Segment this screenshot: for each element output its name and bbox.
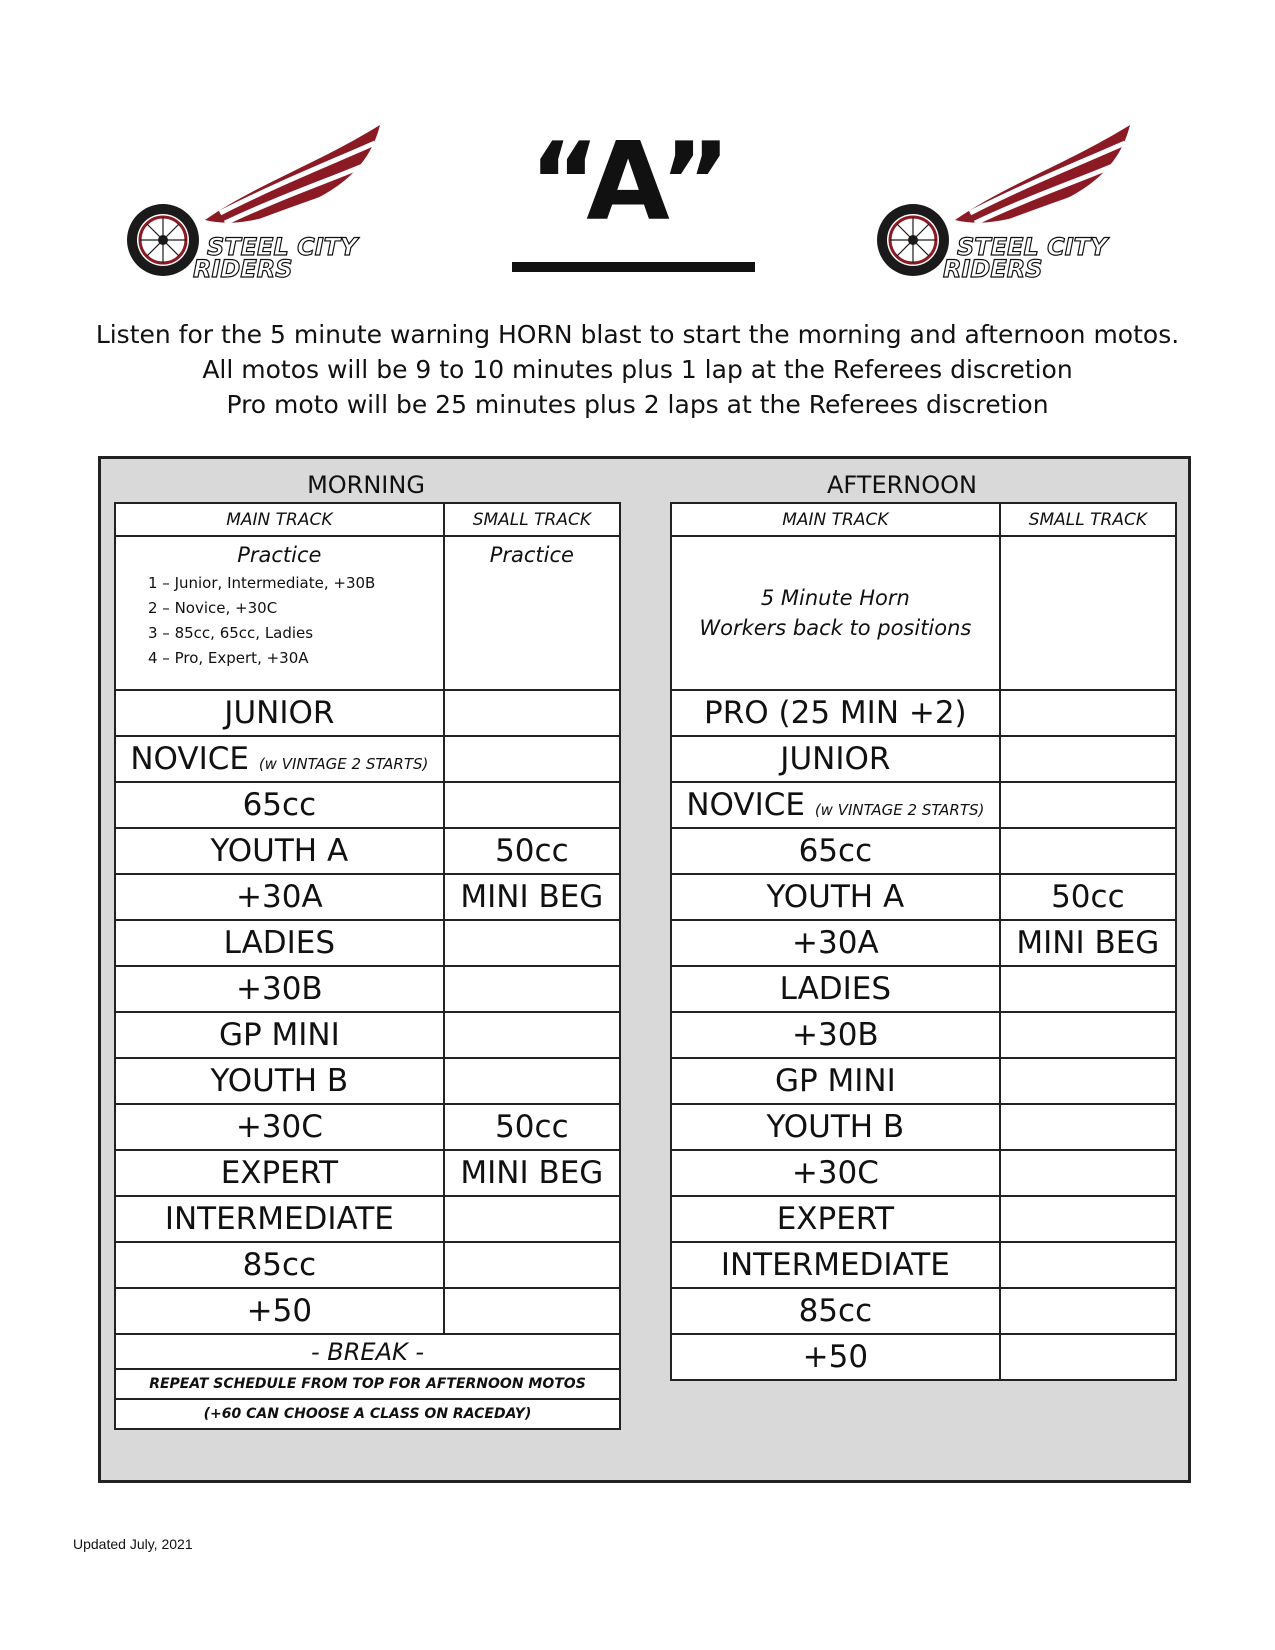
horn-line: 5 Minute Horn [760,586,910,610]
updated-date: Updated July, 2021 [73,1536,193,1552]
afternoon-schedule-table [670,502,1177,1381]
afternoon-rows [671,690,1176,1380]
class-name: 65cc [798,833,873,869]
main-track-class [115,1288,444,1334]
main-track-class [671,1012,1000,1058]
class-name: INTERMEDIATE [720,1247,950,1283]
small-track-class [1000,1196,1176,1242]
svg-text:RIDERS: RIDERS [943,255,1043,283]
small-track-class [1000,1288,1176,1334]
small-track-class [1000,782,1176,828]
practice-item: 1 – Junior, Intermediate, +30B [148,574,376,592]
small-track-class [444,736,620,782]
table-row [115,828,620,874]
main-track-class [115,1058,444,1104]
small-track-class [1000,736,1176,782]
main-track-class [115,690,444,736]
class-name: YOUTH B [766,1109,905,1145]
small-track-class: MINI BEG [1000,920,1176,966]
small-track-class [1000,828,1176,874]
class-name: LADIES [223,925,336,961]
table-row [671,782,1176,828]
small-track-class [444,1242,620,1288]
main-track-class [671,1334,1000,1380]
table-row [115,1058,620,1104]
table-row [115,690,620,736]
table-row [115,1104,620,1150]
class-name: GP MINI [774,1063,896,1099]
small-track-class: 50cc [1000,874,1176,920]
main-track-class [115,1242,444,1288]
main-track-class [671,1242,1000,1288]
table-row [115,920,620,966]
table-row [671,966,1176,1012]
class-name: +50 [802,1339,869,1375]
table-row [115,736,620,782]
table-row [671,1150,1176,1196]
table-row [671,1012,1176,1058]
table-row [671,1288,1176,1334]
morning-small-track-header: SMALL TRACK [444,503,620,536]
small-track-class [444,920,620,966]
break-label: - BREAK - [115,1334,620,1369]
intro-line-motos: All motos will be 9 to 10 minutes plus 1 lap at the Referees discretion [202,355,1073,384]
main-track-class [115,1196,444,1242]
table-row [671,920,1176,966]
table-row [671,828,1176,874]
main-track-class [671,782,1000,828]
main-track-class [115,782,444,828]
table-row [115,1288,620,1334]
main-track-class [671,828,1000,874]
table-row [671,1196,1176,1242]
steel-city-riders-logo-left [125,125,380,295]
small-track-class [444,1288,620,1334]
schedule-title: “A” [529,120,731,245]
plus-sixty-note: (+60 CAN CHOOSE A CLASS ON RACEDAY) [115,1399,620,1429]
afternoon-horn-cell [671,536,1000,690]
title-underline [512,262,755,272]
main-track-class [671,966,1000,1012]
small-track-class [1000,1334,1176,1380]
afternoon-small-track-header: SMALL TRACK [1000,503,1176,536]
schedule-panel [98,456,1191,1483]
logo-graphic [875,125,1130,295]
intro-line-horn: Listen for the 5 minute warning HORN blast to start the morning and afternoon motos. [95,320,1180,349]
practice-item: 2 – Novice, +30C [148,599,278,617]
morning-title: MORNING [307,471,425,499]
class-name: +30B [236,971,323,1007]
small-track-class [1000,690,1176,736]
small-track-class [444,1012,620,1058]
main-track-class [671,1288,1000,1334]
table-row [115,782,620,828]
practice-item: 4 – Pro, Expert, +30A [148,649,309,667]
main-track-class [671,690,1000,736]
class-name: +30A [792,925,879,961]
main-track-class [671,920,1000,966]
class-name: +30C [791,1155,879,1191]
class-name: EXPERT [220,1155,339,1191]
workers-line: Workers back to positions [699,616,972,640]
main-track-class [115,828,444,874]
morning-rows [115,690,620,1334]
steel-city-riders-logo-right [875,125,1130,295]
table-row [115,1196,620,1242]
class-name: EXPERT [776,1201,895,1237]
table-row [671,874,1176,920]
morning-main-track-header: MAIN TRACK [115,503,444,536]
main-track-class [115,736,444,782]
afternoon-small-empty [1000,536,1176,690]
class-name: PRO (25 MIN +2) [704,695,967,731]
practice-list [148,571,443,671]
class-name: NOVICE [130,741,249,777]
main-track-class [115,966,444,1012]
class-name: INTERMEDIATE [164,1201,394,1237]
svg-text:RIDERS: RIDERS [193,255,293,283]
main-track-class [671,1196,1000,1242]
main-track-class [115,1012,444,1058]
main-track-class [115,874,444,920]
small-track-class: 50cc [444,1104,620,1150]
class-name: 65cc [242,787,317,823]
class-name: YOUTH A [766,879,905,915]
class-name: 85cc [242,1247,317,1283]
svg-text:STEEL CITY: STEEL CITY [957,233,1108,261]
class-name: YOUTH B [210,1063,349,1099]
main-track-class [671,1150,1000,1196]
table-row [115,966,620,1012]
class-name: GP MINI [218,1017,340,1053]
table-row [115,1150,620,1196]
class-name: +30A [236,879,323,915]
small-track-class [1000,966,1176,1012]
table-row [115,874,620,920]
repeat-schedule-note: REPEAT SCHEDULE FROM TOP FOR AFTERNOON MOTOS [115,1369,620,1399]
small-track-class [1000,1104,1176,1150]
class-name: +30B [792,1017,879,1053]
main-track-class [671,874,1000,920]
class-name: LADIES [779,971,892,1007]
table-row [671,1242,1176,1288]
small-track-class [444,966,620,1012]
morning-schedule-table [114,502,621,1430]
class-name: 85cc [798,1293,873,1329]
small-track-class [444,690,620,736]
small-track-class: 50cc [444,828,620,874]
small-track-class [444,1058,620,1104]
svg-text:STEEL CITY: STEEL CITY [207,233,358,261]
small-track-class [444,782,620,828]
table-row [671,690,1176,736]
morning-practice-cell [115,536,444,690]
class-name: JUNIOR [780,741,891,777]
class-name: YOUTH A [210,833,349,869]
table-row [115,1242,620,1288]
small-track-class [1000,1058,1176,1104]
small-track-class [444,1196,620,1242]
class-name: NOVICE [686,787,805,823]
intro-line-pro-moto: Pro moto will be 25 minutes plus 2 laps at the Referees discretion [226,390,1049,419]
table-row [671,1104,1176,1150]
morning-small-practice: Practice [444,536,620,690]
class-note: (w VINTAGE 2 STARTS) [814,801,985,819]
small-track-class: MINI BEG [444,874,620,920]
afternoon-main-track-header: MAIN TRACK [671,503,1000,536]
main-track-class [115,1150,444,1196]
main-track-class [115,1104,444,1150]
class-name: +30C [235,1109,323,1145]
afternoon-title: AFTERNOON [827,471,977,499]
class-name: +50 [246,1293,313,1329]
table-row [671,1334,1176,1380]
main-track-class [671,1104,1000,1150]
small-track-class [1000,1012,1176,1058]
small-track-class [1000,1242,1176,1288]
main-track-class [671,736,1000,782]
class-name: JUNIOR [224,695,335,731]
main-track-class [115,920,444,966]
table-row [115,1012,620,1058]
practice-item: 3 – 85cc, 65cc, Ladies [148,624,314,642]
small-track-class: MINI BEG [444,1150,620,1196]
table-row [671,1058,1176,1104]
class-note: (w VINTAGE 2 STARTS) [258,755,429,773]
table-row [671,736,1176,782]
logo-graphic [125,125,380,295]
small-track-class [1000,1150,1176,1196]
practice-label: Practice [237,543,322,567]
main-track-class [671,1058,1000,1104]
